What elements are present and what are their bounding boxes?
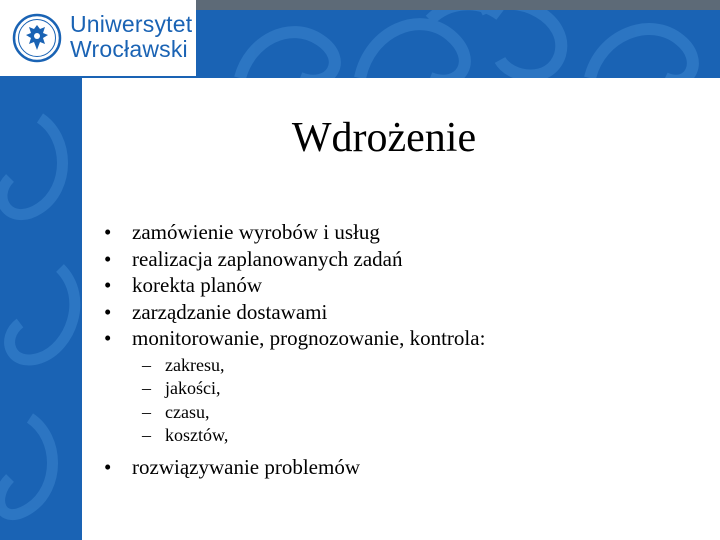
sub-bullet-item xyxy=(142,377,485,401)
bullet-text: korekta planów xyxy=(132,273,263,297)
sub-bullet-item xyxy=(142,354,485,378)
accent-strip xyxy=(196,0,720,10)
bullet-item xyxy=(104,454,485,481)
sub-bullet-marker: – xyxy=(142,425,151,445)
bullet-list xyxy=(104,219,485,480)
bullet-marker: • xyxy=(104,299,112,324)
sub-bullet-item xyxy=(142,401,485,425)
sub-bullet-text: jakości, xyxy=(165,378,221,398)
sub-bullet-marker: – xyxy=(142,354,151,375)
sub-bullet-list xyxy=(104,354,485,448)
bullet-item xyxy=(104,219,485,246)
bullet-text: zamówienie wyrobów i usług xyxy=(132,220,380,244)
university-emblem-icon xyxy=(12,13,62,63)
bullet-text: monitorowanie, prognozowanie, kontrola: xyxy=(132,326,486,350)
bullet-marker: • xyxy=(104,454,112,479)
sidebar-band xyxy=(0,78,82,540)
bullet-text: rozwiązywanie problemów xyxy=(132,454,360,479)
sub-bullet-marker: – xyxy=(142,378,151,398)
bullet-item xyxy=(104,272,485,299)
bullet-marker: • xyxy=(104,220,112,244)
sub-bullet-text: czasu, xyxy=(165,401,210,422)
sub-list-container xyxy=(104,354,485,448)
logo-wordmark xyxy=(70,12,192,62)
sub-bullet-marker: – xyxy=(142,401,151,422)
logo[interactable] xyxy=(0,0,196,76)
logo-line-2: Wrocławski xyxy=(70,36,188,62)
bullet-item xyxy=(104,246,485,273)
logo-line-1: Uniwersytet xyxy=(70,11,193,37)
bullet-marker: • xyxy=(104,246,112,271)
bullet-item xyxy=(104,325,485,352)
bullet-marker: • xyxy=(104,326,112,350)
bullet-item xyxy=(104,299,485,326)
slide-title: Wdrożenie xyxy=(291,115,477,161)
bullet-marker: • xyxy=(104,273,112,297)
sub-bullet-text: zakresu, xyxy=(165,354,225,375)
bullet-text: realizacja zaplanowanych zadań xyxy=(132,246,403,271)
bullet-text: zarządzanie dostawami xyxy=(132,299,328,324)
sub-bullet-text: kosztów, xyxy=(165,425,229,445)
side-wave-pattern xyxy=(0,78,82,540)
sub-bullet-item xyxy=(142,424,485,448)
